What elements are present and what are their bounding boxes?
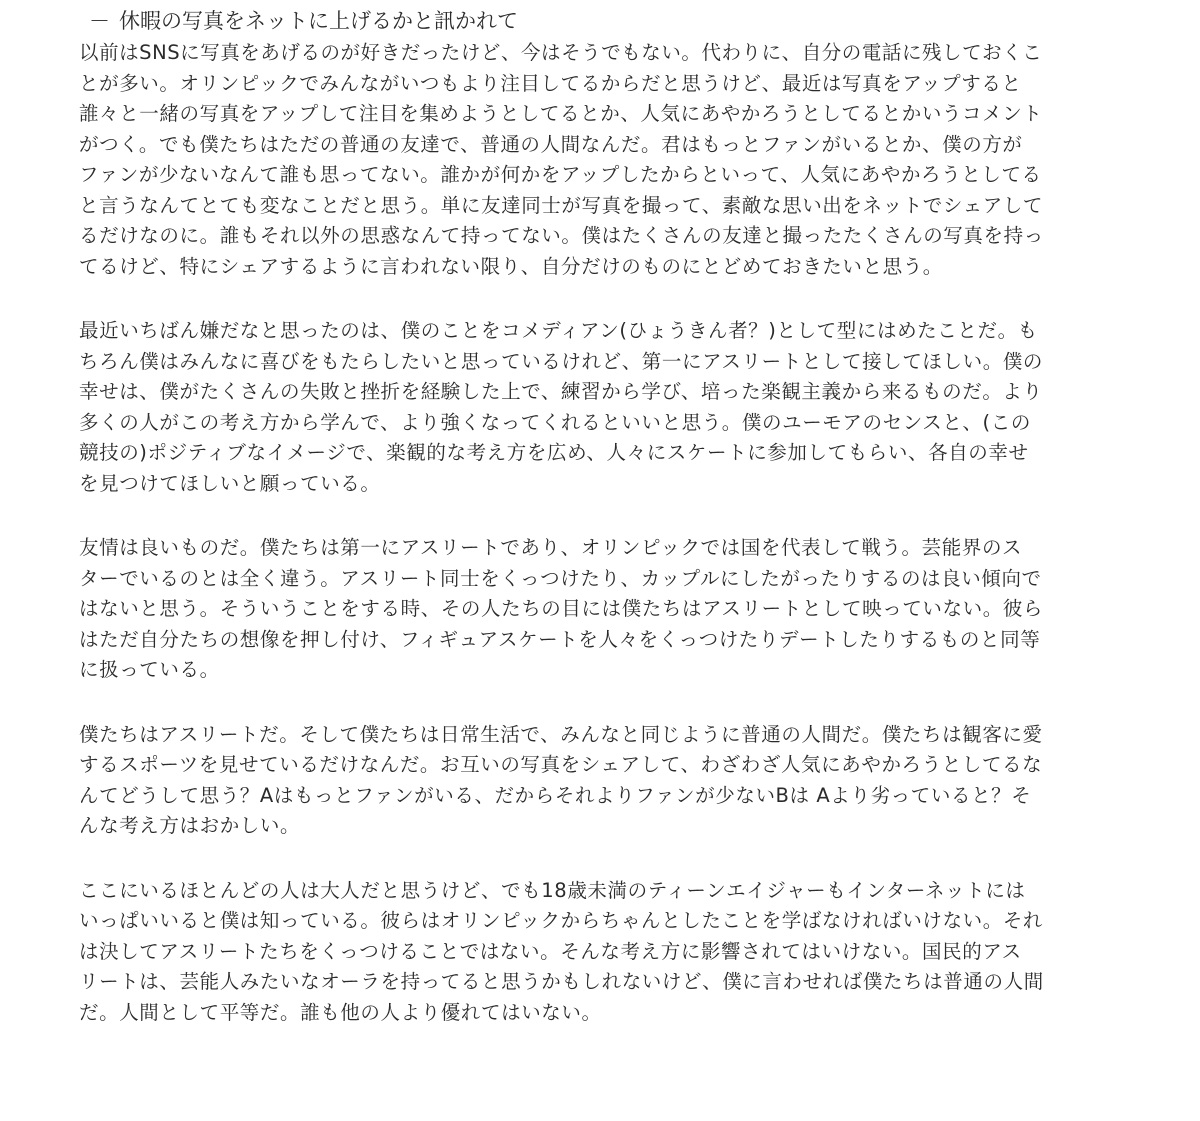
- paragraph: [79, 720, 1119, 842]
- text-line: に扱っている。: [79, 658, 220, 681]
- text-line: がつく。でも僕たちはただの普通の友達で、普通の人間なんだ。君はもっとファンがいるとか、僕の方が: [79, 132, 1023, 156]
- text-line: んな考え方はおかしい。: [79, 814, 301, 837]
- text-line: 多くの人がこの考え方から学んで、より強くなってくれるといいと思う。僕のユーモアのセンスと、(この: [79, 410, 1031, 434]
- text-line: るだけなのに。誰もそれ以外の思惑なんて持ってない。僕はたくさんの友達と撮ったたくさんの写真を持っ: [79, 224, 1044, 247]
- text-line: ちろん僕はみんなに喜びをもたらしたいと思っているけれど、第一にアスリートとして接してほしい。僕の: [79, 349, 1044, 373]
- text-line: するスポーツを見せているだけなんだ。お互いの写真をシェアして、わざわざ人気にあやかろうとしてるな: [79, 753, 1043, 776]
- text-line: リートは、芸能人みたいなオーラを持ってると思うかもしれないけど、僕に言わせれば僕たちは普通の人間: [79, 970, 1044, 993]
- question-heading: [79, 4, 1119, 38]
- document-body: [79, 4, 1119, 1028]
- text-line: ここにいるほとんどの人は大人だと思うけど、でも18歳未満のティーンエイジャーもインターネットには: [79, 878, 1026, 902]
- text-line: だ。人間として平等だ。誰も他の人より優れてはいない。: [79, 1000, 602, 1024]
- text-line: 以前はSNSに写真をあげるのが好きだったけど、今はそうでもない。代わりに、自分の電話に残しておくこ: [79, 41, 1043, 64]
- text-line: ファンが少ないなんて誰も思ってない。誰かが何かをアップしたからといって、人気にあやかろうとしてる: [79, 163, 1042, 186]
- text-line: ターでいるのとは全く違う。アスリート同士をくっつけたり、カップルにしたがったりするのは良い傾向で: [79, 566, 1042, 590]
- text-line: 友情は良いものだ。僕たちは第一にアスリートであり、オリンピックでは国を代表して戦う。芸能界のス: [79, 536, 1023, 559]
- text-line: てるけど、特にシェアするように言われない限り、自分だけのものにとどめておきたいと思う。: [79, 254, 943, 278]
- heading-dash: －: [89, 9, 110, 33]
- heading-text: 休暇の写真をネットに上げるかと訊かれて: [119, 9, 518, 33]
- text-line: はただ自分たちの想像を押し付け、フィギュアスケートを人々をくっつけたりデートしたりするものと同等: [79, 627, 1041, 651]
- paragraph: [79, 316, 1119, 499]
- text-line: 誰々と一緒の写真をアップして注目を集めようとしてるとか、人気にあやかろうとしてるとかいうコメント: [79, 102, 1043, 125]
- paragraph: [79, 876, 1119, 1029]
- text-line: は決してアスリートたちをくっつけることではない。そんな考え方に影響されてはいけない。国民的アス: [79, 939, 1022, 963]
- paragraph: [79, 533, 1119, 686]
- text-line: んてどうして思う？Aはもっとファンがいる、だからそれよりファンが少ないBは Aより劣っていると？そ: [79, 783, 1032, 807]
- text-line: 競技の)ポジティブなイメージで、楽観的な考え方を広め、人々にスケートに参加してもらい、各自の幸せ: [79, 441, 1029, 464]
- text-line: 幸せは、僕がたくさんの失敗と挫折を経験した上で、練習から学び、培った楽観主義から来るものだ。より: [79, 380, 1043, 403]
- paragraph: [79, 38, 1119, 282]
- text-line: 最近いちばん嫌だなと思ったのは、僕のことをコメディアン(ひょうきん者？)として型にはめたことだ。も: [79, 319, 1038, 342]
- text-line: を見つけてほしいと願っている。: [79, 471, 381, 495]
- text-line: と言うなんてとても変なことだと思う。単に友達同士が写真を撮って、素敵な思い出をネットでシェアして: [79, 193, 1044, 217]
- text-line: とが多い。オリンピックでみんながいつもより注目してるからだと思うけど、最近は写真をアップすると: [79, 71, 1022, 95]
- text-line: はないと思う。そういうことをする時、その人たちの目には僕たちはアスリートとして映っていない。彼ら: [79, 597, 1044, 620]
- text-line: いっぱいいると僕は知っている。彼らはオリンピックからちゃんとしたことを学ばなければいけない。それ: [79, 909, 1044, 932]
- text-line: 僕たちはアスリートだ。そして僕たちは日常生活で、みんなと同じように普通の人間だ。僕たちは観客に愛: [79, 722, 1043, 746]
